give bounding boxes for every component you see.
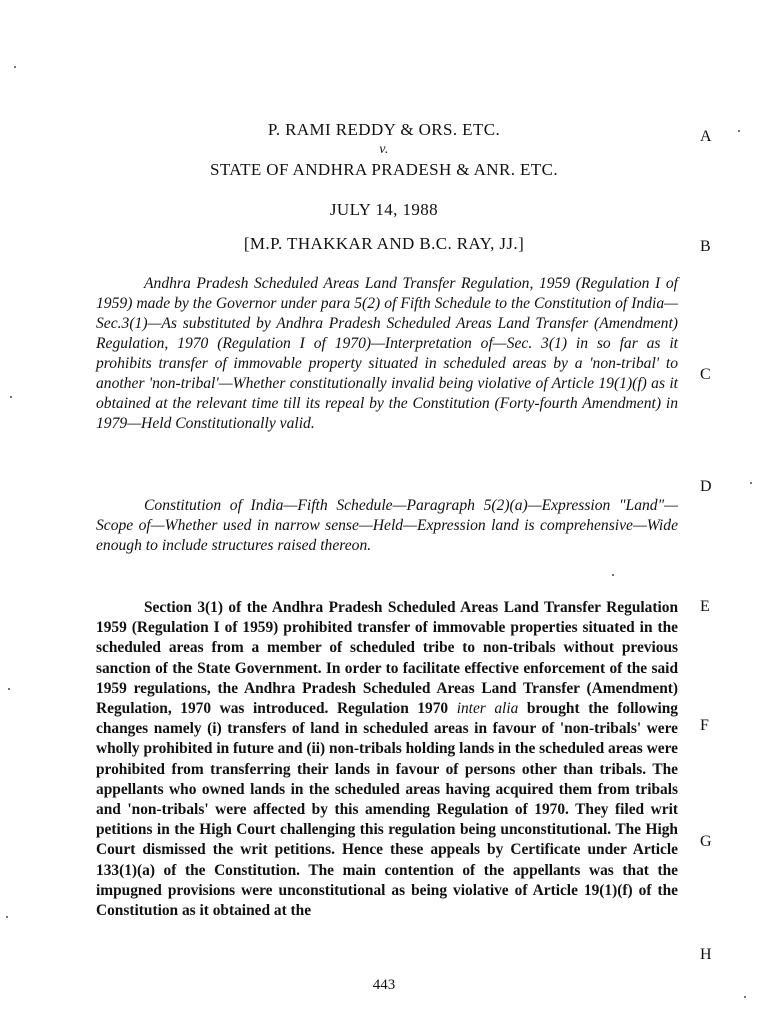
headnote-one <box>96 274 678 434</box>
scan-speck <box>612 574 614 576</box>
scan-speck <box>6 916 8 918</box>
margin-letter-b: B <box>700 238 711 255</box>
body-text-part1: Section 3(1) of the Andhra Pradesh Scheduled Areas Land Transfer Regulation 1959 (Regulation I of 1959) prohibited transfer of immovable properties situated in the scheduled areas from a member of scheduled tribe to non-tribals without previous sanction of the State Government. In order to facilitate effective enforcement of the said 1959 regulations, the Andhra Pradesh Scheduled Areas Land Transfer (Amendment) Regulation, 1970 was introduced. Regulation 1970 <box>96 599 678 718</box>
judgment-date: JULY 14, 1988 <box>329 200 439 219</box>
versus-label: v. <box>379 142 389 157</box>
headnote-two-text: Constitution of India—Fifth Schedule—Paragraph 5(2)(a)—Expression "Land"—Scope of—Whether used in narrow sense—Held—Expression land is comprehensive—Wide enough to include structures raised thereon. <box>96 497 678 554</box>
scan-speck <box>738 130 740 132</box>
party-two: STATE OF ANDHRA PRADESH & ANR. ETC. <box>210 160 558 179</box>
scan-speck <box>750 482 752 484</box>
body-text-part2: brought the following changes namely (i) transfers of land in scheduled areas in favour of 'non-tribals' were wholly prohibited in future and (ii) non-tribals holding lands in the scheduled areas were prohibited from transferring their lands in favour of persons other than tribals. The appellants who owned lands in the scheduled areas having acquired them from tribals and 'non-tribals' were affected by this amending Regulation of 1970. They filed writ petitions in the High Court challenging this regulation being unconstitutional. The High Court dismissed the writ petitions. Hence these appeals by Certificate under Article 133(1)(a) of the Constitution. The main contention of the appellants was that the impugned provisions were unconstitutional as being violative of Article 19(1)(f) of the Constitution as it obtained at the <box>96 700 678 920</box>
scan-speck <box>10 396 12 398</box>
scan-speck <box>14 66 16 68</box>
headnote-two <box>96 496 678 556</box>
scan-speck <box>744 996 746 998</box>
headnote-one-text: Andhra Pradesh Scheduled Areas Land Transfer Regulation, 1959 (Regulation I of 1959) made by the Governor under para 5(2) of Fifth Schedule to the Constitution of India—Sec.3(1)—As substituted by Andhra Pradesh Scheduled Areas Land Transfer (Amendment) Regulation, 1970 (Regulation I of 1970)—Interpretation of—Sec. 3(1) in so far as it prohibits transfer of immovable property situated in scheduled areas by a 'non-tribal' to another 'non-tribal'—Whether constitutionally invalid being violative of Article 19(1)(f) as it obtained at the relevant time till its repeal by the Constitution (Forty-fourth Amendment) in 1979—Held Constitutionally valid. <box>96 275 678 432</box>
margin-letter-g: G <box>700 833 712 850</box>
body-paragraph <box>96 598 678 921</box>
margin-letter-e: E <box>700 598 710 615</box>
margin-letter-d: D <box>700 478 712 495</box>
scan-speck <box>8 688 10 690</box>
party-one: P. RAMI REDDY & ORS. ETC. <box>267 120 501 139</box>
bench: [M.P. THAKKAR AND B.C. RAY, JJ.] <box>243 234 525 253</box>
page-number: 443 <box>372 977 396 993</box>
margin-letter-f: F <box>700 717 709 734</box>
margin-letter-c: C <box>700 366 711 383</box>
margin-letter-a: A <box>700 128 712 145</box>
margin-letter-h: H <box>700 946 712 963</box>
body-italic-phrase: inter alia <box>456 700 519 718</box>
